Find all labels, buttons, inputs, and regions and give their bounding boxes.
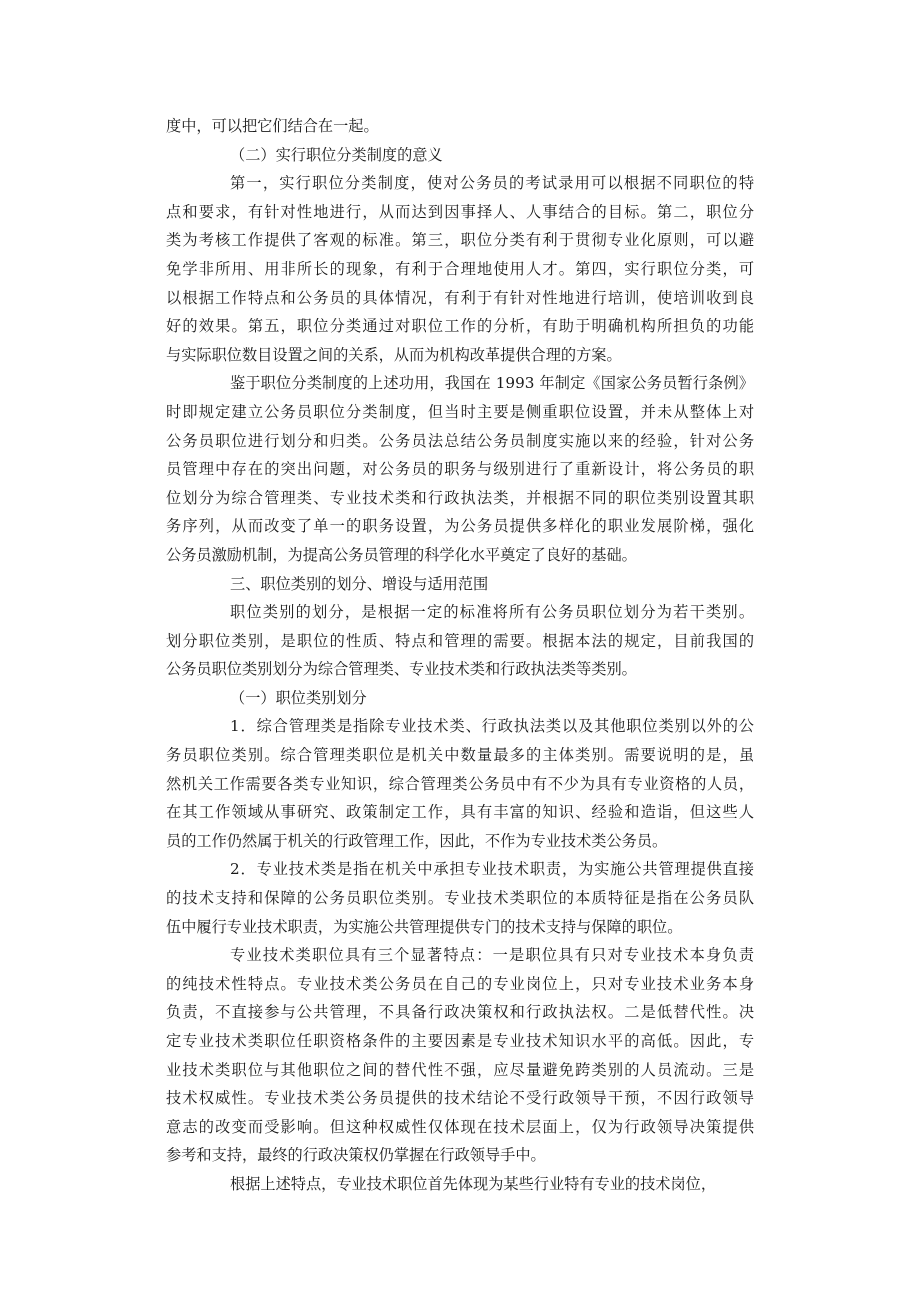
- paragraph-line: 根据上述特点，专业技术职位首先体现为某些行业特有专业的技术岗位，: [230, 1174, 716, 1193]
- section-heading: （一）职位类别划分: [230, 688, 367, 707]
- paragraph-line: 第一，实行职位分类制度，使对公务员的考试录用可以根据不同职位的特: [230, 174, 754, 193]
- paragraph-line: 与实际职位数目设置之间的关系，从而为机构改革提供合理的方案。: [166, 345, 622, 364]
- paragraph-line: 务员职位类别。综合管理类职位是机关中数量最多的主体类别。需要说明的是，虽: [166, 746, 754, 765]
- paragraph-line: 员管理中存在的突出问题，对公务员的职务与级别进行了重新设计，将公务员的职: [166, 460, 754, 479]
- paragraph-line: 免学非所用、用非所长的现象，有利于合理地使用人才。第四，实行职位分类，可: [166, 259, 754, 278]
- paragraph-line: 位划分为综合管理类、专业技术类和行政执法类，并根据不同的职位类别设置其职: [166, 488, 754, 507]
- paragraph-line: 公务员职位类别划分为综合管理类、专业技术类和行政执法类等类别。: [166, 660, 637, 679]
- paragraph-line: 的技术支持和保障的公务员职位类别。专业技术类职位的本质特征是指在公务员队: [166, 889, 754, 908]
- section-heading: （二）实行职位分类制度的意义: [230, 145, 443, 164]
- paragraph-line: 专业技术类职位具有三个显著特点：一是职位具有只对专业技术本身负责: [230, 946, 754, 965]
- paragraph-line: 负责，不直接参与公共管理，不具备行政决策权和行政执法权。二是低替代性。决: [166, 1003, 754, 1022]
- paragraph-line: 2．专业技术类是指在机关中承担专业技术职责，为实施公共管理提供直接: [230, 860, 754, 879]
- paragraph-line: 伍中履行专业技术职责，为实施公共管理提供专门的技术支持与保障的职位。: [166, 917, 683, 936]
- paragraph-line: 好的效果。第五，职位分类通过对职位工作的分析，有助于明确机构所担负的功能: [166, 317, 754, 336]
- paragraph-line: 然机关工作需要各类专业知识，综合管理类公务员中有不少为具有专业资格的人员，: [166, 774, 754, 793]
- paragraph-line: 公务员职位进行划分和归类。公务员法总结公务员制度实施以来的经验，针对公务: [166, 431, 754, 450]
- paragraph-line: 划分职位类别，是职位的性质、特点和管理的需要。根据本法的规定，目前我国的: [166, 631, 754, 650]
- paragraph-line: 点和要求，有针对性地进行，从而达到因事择人、人事结合的目标。第二，职位分: [166, 202, 754, 221]
- paragraph-line: 1．综合管理类是指除专业技术类、行政执法类以及其他职位类别以外的公: [230, 717, 754, 736]
- paragraph-line: 公务员激励机制，为提高公务员管理的科学化水平奠定了良好的基础。: [166, 545, 637, 564]
- paragraph-line: 以根据工作特点和公务员的具体情况，有利于有针对性地进行培训，使培训收到良: [166, 288, 754, 307]
- paragraph-line: 在其工作领域从事研究、政策制定工作，具有丰富的知识、经验和造诣，但这些人: [166, 803, 754, 822]
- section-heading: 三、职位类别的划分、增设与适用范围: [230, 574, 489, 593]
- paragraph-line: 定专业技术类职位任职资格条件的主要因素是专业技术知识水平的高低。因此，专: [166, 1032, 754, 1050]
- paragraph-line: 业技术类职位与其他职位之间的替代性不强，应尽量避免跨类别的人员流动。三是: [166, 1060, 754, 1079]
- document-body: [166, 112, 754, 1199]
- paragraph-line: 鉴于职位分类制度的上述功用，我国在 1993 年制定《国家公务员暂行条例》: [230, 374, 754, 393]
- paragraph-line: 类为考核工作提供了客观的标准。第三，职位分类有利于贯彻专业化原则，可以避: [166, 231, 754, 250]
- paragraph-line: 员的工作仍然属于机关的行政管理工作，因此，不作为专业技术类公务员。: [166, 831, 668, 850]
- paragraph-line: 参考和支持，最终的行政决策权仍掌握在行政领导手中。: [166, 1146, 546, 1165]
- paragraph-line: 度中，可以把它们结合在一起。: [166, 117, 379, 135]
- paragraph-line: 的纯技术性特点。专业技术类公务员在自己的专业岗位上，只对专业技术业务本身: [166, 974, 754, 993]
- paragraph-line: 意志的改变而受影响。但这种权威性仅体现在技术层面上，仅为行政领导决策提供: [166, 1117, 754, 1136]
- paragraph-line: 务序列，从而改变了单一的职务设置，为公务员提供多样化的职业发展阶梯，强化: [166, 517, 754, 536]
- paragraph-line: 时即规定建立公务员职位分类制度，但当时主要是侧重职位设置，并未从整体上对: [166, 402, 754, 421]
- paragraph-line: 技术权威性。专业技术类公务员提供的技术结论不受行政领导干预，不因行政领导: [166, 1089, 754, 1108]
- paragraph-line: 职位类别的划分，是根据一定的标准将所有公务员职位划分为若干类别。: [230, 603, 754, 622]
